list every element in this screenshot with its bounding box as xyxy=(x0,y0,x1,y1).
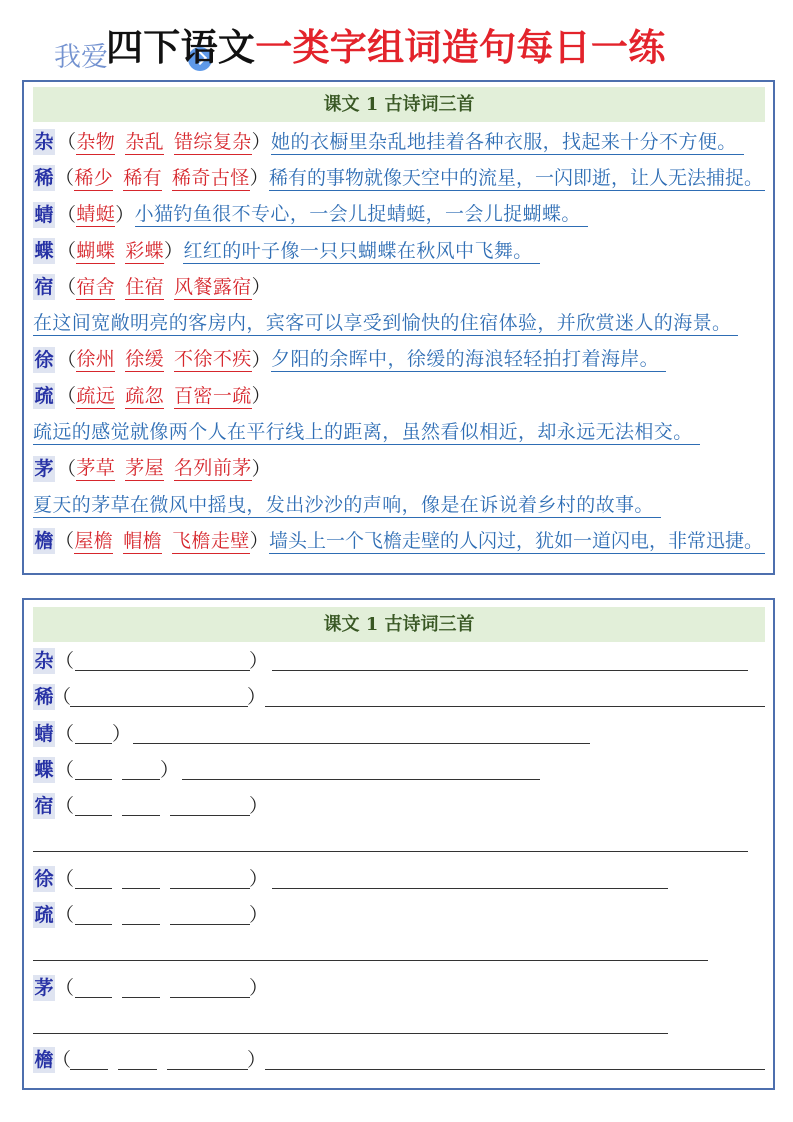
open-paren: （ xyxy=(57,385,77,408)
word-combination: 稀奇古怪 xyxy=(172,166,250,189)
practice-row xyxy=(33,643,773,679)
word-blank xyxy=(170,979,250,998)
target-character: 茅 xyxy=(34,976,54,999)
title-grade-subject: 四下语文 xyxy=(106,26,256,69)
word-combination: 宿舍 xyxy=(76,275,116,298)
practice-row xyxy=(33,970,773,1006)
answer-sentence-row xyxy=(33,487,773,523)
answer-row xyxy=(33,124,773,160)
word-blank xyxy=(70,688,248,707)
word-blank xyxy=(75,906,112,925)
open-paren: （ xyxy=(52,1049,72,1072)
open-paren: （ xyxy=(55,904,75,927)
close-paren: ） xyxy=(249,795,269,818)
word-combination: 稀少 xyxy=(74,166,114,189)
close-paren: ） xyxy=(249,530,270,553)
target-character: 疏 xyxy=(34,385,54,408)
word-blank xyxy=(118,1051,157,1070)
practice-row xyxy=(33,861,773,897)
example-sentence: 她的衣橱里杂乱地挂着各种衣服，找起来十分不方便。 xyxy=(271,130,744,155)
open-paren: （ xyxy=(55,530,75,553)
word-combination: 住宿 xyxy=(125,275,165,298)
word-combination: 疏远 xyxy=(76,384,116,407)
word-blank xyxy=(75,797,112,816)
target-character: 蜻 xyxy=(34,203,54,226)
word-blank xyxy=(122,797,160,816)
open-paren: （ xyxy=(55,650,75,672)
word-combination: 稀有 xyxy=(123,166,163,189)
word-combination: 帽檐 xyxy=(123,529,163,552)
close-paren: ） xyxy=(115,203,135,226)
title-exercise-name: 一类字组词造句每日一练 xyxy=(255,26,666,69)
word-blank xyxy=(170,870,250,889)
word-combination: 疏忽 xyxy=(125,384,165,407)
close-paren: ） xyxy=(247,686,267,709)
word-combination: 杂乱 xyxy=(125,130,165,153)
practice-sheet xyxy=(22,598,775,1090)
word-combination: 蝴蝶 xyxy=(76,239,116,262)
close-paren: ） xyxy=(251,276,272,299)
example-sentence: 疏远的感觉就像两个人在平行线上的距离，虽然看似相近，却永远无法相交。 xyxy=(33,420,700,445)
answer-row xyxy=(33,197,773,233)
word-blank xyxy=(122,979,160,998)
example-sentence: 红红的叶子像一只只蝴蝶在秋风中飞舞。 xyxy=(183,239,539,264)
close-paren: ） xyxy=(249,976,269,999)
example-sentence: 稀有的事物就像天空中的流星，一闪即逝，让人无法捕捉。 xyxy=(269,166,764,189)
close-paren: ） xyxy=(251,348,272,371)
sentence-blank-line xyxy=(33,1033,668,1034)
open-paren: （ xyxy=(55,867,75,890)
target-character: 疏 xyxy=(34,904,54,927)
word-blank xyxy=(122,906,160,925)
practice-row xyxy=(33,1042,773,1078)
logo-text: 我爱 xyxy=(54,42,108,73)
open-paren: （ xyxy=(55,722,75,745)
practice-row xyxy=(33,897,773,933)
word-combination: 不徐不疾 xyxy=(174,348,252,371)
word-combination: 杂物 xyxy=(76,130,116,153)
target-character: 檐 xyxy=(34,1049,54,1072)
close-paren: ） xyxy=(249,867,269,890)
target-character: 蝶 xyxy=(34,758,54,781)
target-character: 徐 xyxy=(34,348,54,371)
answer-sheet xyxy=(22,80,775,575)
close-paren: ） xyxy=(251,131,272,154)
target-character: 杂 xyxy=(34,131,54,154)
sentence-blank-line xyxy=(265,1069,765,1070)
close-paren: ） xyxy=(160,758,180,781)
word-combination: 徐缓 xyxy=(125,348,165,371)
open-paren: （ xyxy=(55,758,75,781)
example-sentence: 在这间宽敞明亮的客房内，宾客可以享受到愉快的住宿体验，并欣赏迷人的海景。 xyxy=(33,311,738,336)
sentence-blank-line xyxy=(272,888,668,889)
sentence-blank-line xyxy=(33,960,708,961)
close-paren: ） xyxy=(112,722,132,745)
answer-sentence-row xyxy=(33,305,773,341)
word-combination: 飞檐走壁 xyxy=(172,529,250,552)
open-paren: （ xyxy=(57,457,77,480)
practice-sentence-row xyxy=(33,1006,773,1042)
sentence-blank-line xyxy=(33,851,748,852)
target-character: 宿 xyxy=(34,795,54,818)
answer-row xyxy=(33,160,773,196)
sentence-blank-line xyxy=(133,743,590,744)
lesson-title: 课文 1 古诗词三首 xyxy=(33,607,765,642)
practice-row xyxy=(33,679,773,715)
word-blank xyxy=(122,870,160,889)
word-blank xyxy=(122,761,160,780)
answer-row xyxy=(33,233,773,269)
lesson-title: 课文 1 古诗词三首 xyxy=(33,87,765,122)
word-combination: 彩蝶 xyxy=(125,239,165,262)
word-combination: 茅草 xyxy=(76,457,116,480)
target-character: 徐 xyxy=(34,867,54,890)
open-paren: （ xyxy=(57,131,77,154)
close-paren: ） xyxy=(249,650,269,672)
sentence-blank-line xyxy=(272,670,748,671)
close-paren: ） xyxy=(164,240,184,263)
practice-sentence-row xyxy=(33,933,773,969)
practice-row xyxy=(33,716,773,752)
word-blank xyxy=(75,870,112,889)
target-character: 蝶 xyxy=(34,240,54,263)
word-blank xyxy=(75,652,250,671)
answer-row xyxy=(33,378,773,414)
word-combination: 名列前茅 xyxy=(174,457,252,480)
example-sentence: 夏天的茅草在微风中摇曳，发出沙沙的声响，像是在诉说着乡村的故事。 xyxy=(33,493,661,518)
open-paren: （ xyxy=(57,348,77,371)
word-combination: 蜻蜓 xyxy=(76,203,116,226)
practice-sentence-row xyxy=(33,824,773,860)
close-paren: ） xyxy=(249,167,270,190)
open-paren: （ xyxy=(57,203,77,226)
word-blank xyxy=(75,761,112,780)
answer-sentence-row xyxy=(33,414,773,450)
answer-rows xyxy=(33,124,773,560)
page-title xyxy=(106,26,666,70)
open-paren: （ xyxy=(57,240,77,263)
word-blank xyxy=(170,906,250,925)
word-blank xyxy=(70,1051,108,1070)
open-paren: （ xyxy=(55,976,75,999)
open-paren: （ xyxy=(52,686,72,709)
practice-row xyxy=(33,752,773,788)
sentence-blank-line xyxy=(265,706,765,707)
target-character: 宿 xyxy=(34,276,54,299)
sentence-blank-line xyxy=(182,779,540,780)
target-character: 杂 xyxy=(34,650,54,672)
close-paren: ） xyxy=(251,457,272,480)
word-combination: 风餐露宿 xyxy=(174,275,252,298)
close-paren: ） xyxy=(249,904,269,927)
open-paren: （ xyxy=(55,167,75,190)
practice-row xyxy=(33,788,773,824)
word-blank xyxy=(167,1051,248,1070)
example-sentence: 夕阳的余晖中，徐缓的海浪轻轻拍打着海岸。 xyxy=(271,347,666,372)
target-character: 茅 xyxy=(34,457,54,480)
answer-row xyxy=(33,523,773,559)
answer-row xyxy=(33,342,773,378)
word-blank xyxy=(170,797,250,816)
open-paren: （ xyxy=(57,276,77,299)
target-character: 蜻 xyxy=(34,722,54,745)
word-combination: 百密一疏 xyxy=(174,384,252,407)
answer-row xyxy=(33,451,773,487)
word-combination: 屋檐 xyxy=(74,529,114,552)
practice-rows xyxy=(33,643,773,1079)
word-combination: 茅屋 xyxy=(125,457,165,480)
word-combination: 徐州 xyxy=(76,348,116,371)
target-character: 稀 xyxy=(34,686,54,709)
target-character: 檐 xyxy=(34,530,54,553)
target-character: 稀 xyxy=(34,167,54,190)
answer-row xyxy=(33,269,773,305)
example-sentence: 小猫钓鱼很不专心，一会儿捉蜻蜓，一会儿捉蝴蝶。 xyxy=(135,202,588,227)
open-paren: （ xyxy=(55,795,75,818)
word-blank xyxy=(75,725,112,744)
close-paren: ） xyxy=(247,1049,267,1072)
word-combination: 错综复杂 xyxy=(174,130,252,153)
word-blank xyxy=(75,979,112,998)
example-sentence: 墙头上一个飞檐走壁的人闪过，犹如一道闪电，非常迅捷。 xyxy=(269,529,764,552)
close-paren: ） xyxy=(251,385,272,408)
